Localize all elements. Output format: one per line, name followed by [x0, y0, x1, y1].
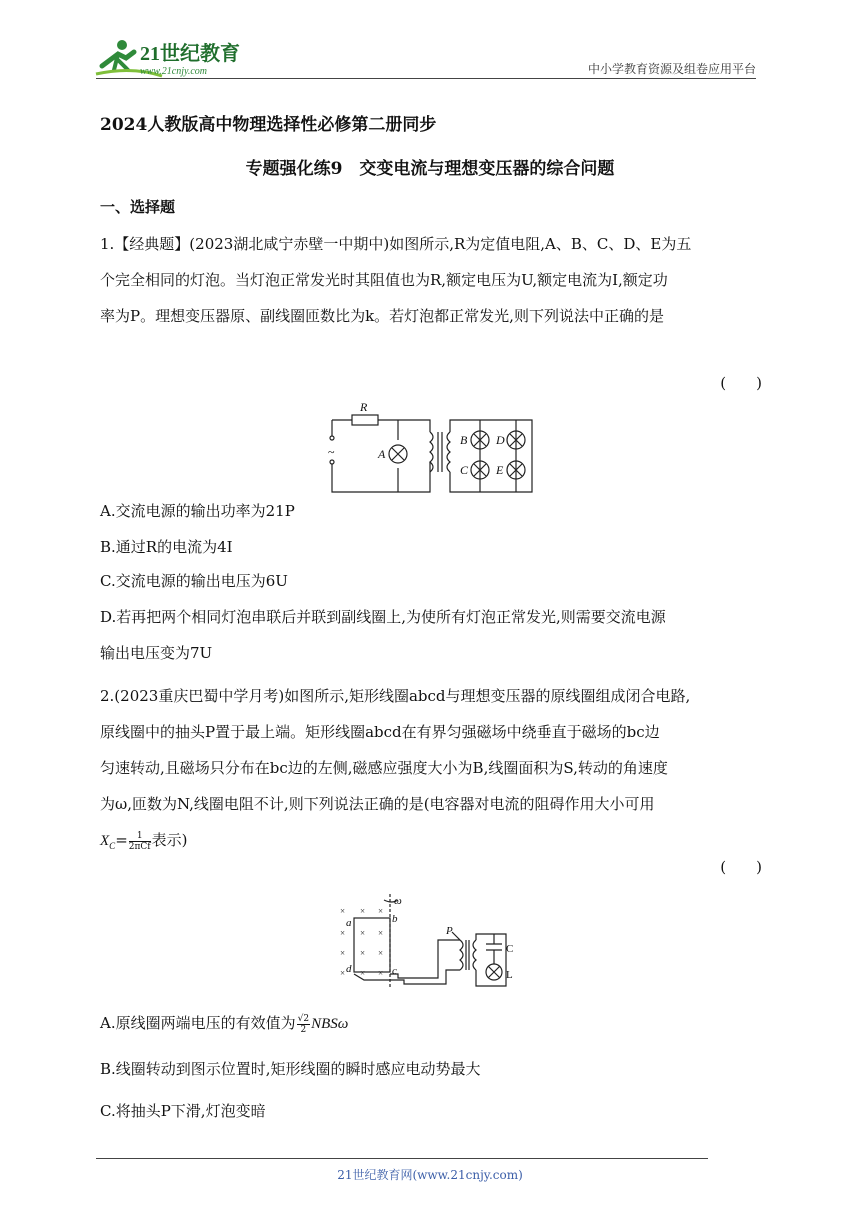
q2-option-a-text: A.原线圈两端电压的有效值为	[100, 1014, 296, 1032]
logo-url: www.21cnjy.com	[140, 66, 208, 77]
xc-equals: =	[115, 831, 128, 849]
q2-option-b: B.线圈转动到图示位置时,矩形线圈的瞬时感应电动势最大	[100, 1060, 481, 1078]
label-B: B	[460, 433, 468, 447]
site-logo	[92, 36, 262, 80]
sqrt2-over-2-fraction	[297, 1014, 310, 1035]
q2-line-formula	[100, 822, 762, 865]
footer-divider	[96, 1158, 708, 1159]
xc-subscript: C	[109, 841, 116, 851]
question-2-text	[100, 678, 762, 865]
q1-circuit-diagram	[320, 398, 540, 496]
svg-text:×: ×	[360, 968, 366, 978]
xc-symbol: X	[100, 833, 110, 849]
svg-text:×: ×	[340, 968, 346, 978]
q2-line: 原线圈中的抽头P置于最上端。矩形线圈abcd在有界匀强磁场中绕垂直于磁场的bc边	[100, 723, 660, 741]
q2-option-a	[100, 1012, 348, 1035]
svg-text:×: ×	[360, 948, 366, 958]
label-a: a	[346, 917, 352, 929]
label-C: C	[460, 463, 469, 477]
frac-numerator: 1	[129, 831, 151, 842]
q1-option-d: D.若再把两个相同灯泡串联后并联到副线圈上,为使所有灯泡正常发光,则需要交流电源	[100, 608, 666, 626]
document-title: 2024人教版高中物理选择性必修第二册同步	[100, 115, 437, 135]
label-E: E	[496, 463, 504, 477]
header-divider	[96, 78, 756, 79]
label-c: c	[392, 965, 397, 977]
frac-numerator: √2	[297, 1013, 310, 1024]
frac-denominator: 2πCf	[128, 841, 151, 852]
document-subtitle: 专题强化练9 交变电流与理想变压器的综合问题	[245, 159, 615, 179]
svg-text:×: ×	[340, 928, 346, 938]
label-P: P	[446, 925, 453, 937]
svg-text:×: ×	[360, 928, 366, 938]
label-lamp: L	[506, 969, 513, 981]
q1-option-c: C.交流电源的输出电压为6U	[100, 572, 288, 590]
svg-text:×: ×	[378, 906, 384, 916]
q1-line: 率为P。理想变压器原、副线圈匝数比为k。若灯泡都正常发光,则下列说法中正确的是	[100, 307, 664, 325]
label-R: R	[360, 400, 368, 414]
q2-option-c: C.将抽头P下滑,灯泡变暗	[100, 1102, 266, 1120]
svg-text:×: ×	[360, 906, 366, 916]
question-1-text	[100, 226, 762, 334]
q1-line: 1.【经典题】(2023湖北咸宁赤壁一中期中)如图所示,R为定值电阻,A、B、C、D、E为五	[100, 235, 692, 253]
q2-option-a-formula: NBSω	[311, 1016, 349, 1032]
q1-option-d-cont: 输出电压变为7U	[100, 644, 213, 662]
svg-text:×: ×	[340, 948, 346, 958]
q1-answer-blank: ( )	[720, 374, 762, 392]
svg-text:×: ×	[340, 906, 346, 916]
frac-denominator: 2	[300, 1024, 307, 1035]
q1-option-a: A.交流电源的输出功率为21P	[100, 502, 295, 520]
label-ac-source: ~	[328, 445, 335, 459]
q2-line: 2.(2023重庆巴蜀中学月考)如图所示,矩形线圈abcd与理想变压器的原线圈组成闭合电路,	[100, 687, 691, 705]
label-d: d	[346, 963, 352, 975]
label-D: D	[496, 433, 505, 447]
footer-link[interactable]: 21世纪教育网(www.21cnjy.com)	[337, 1168, 523, 1182]
label-A: A	[378, 447, 386, 461]
label-capacitor: C	[506, 943, 514, 955]
section-heading: 一、选择题	[100, 198, 176, 216]
logo-text: 21世纪教育	[140, 43, 240, 65]
q2-circuit-diagram	[334, 892, 524, 990]
q2-line: 为ω,匝数为N,线圈电阻不计,则下列说法正确的是(电容器对电流的阻碍作用大小可用	[100, 795, 655, 813]
q1-line: 个完全相同的灯泡。当灯泡正常发光时其阻值也为R,额定电压为U,额定电流为I,额定功	[100, 271, 668, 289]
platform-name: 中小学教育资源及组卷应用平台	[587, 62, 756, 76]
svg-text:×: ×	[378, 948, 384, 958]
q2-line: 匀速转动,且磁场只分布在bc边的左侧,磁感应强度大小为B,线圈面积为S,转动的角速度	[100, 759, 668, 777]
xc-suffix: 表示)	[151, 831, 188, 849]
q1-option-b: B.通过R的电流为4I	[100, 538, 233, 556]
q2-answer-blank: ( )	[720, 858, 762, 876]
svg-text:×: ×	[378, 928, 384, 938]
xc-fraction	[129, 831, 151, 852]
label-omega: ω	[394, 895, 402, 907]
label-b: b	[392, 913, 398, 925]
svg-text:×: ×	[378, 968, 384, 978]
